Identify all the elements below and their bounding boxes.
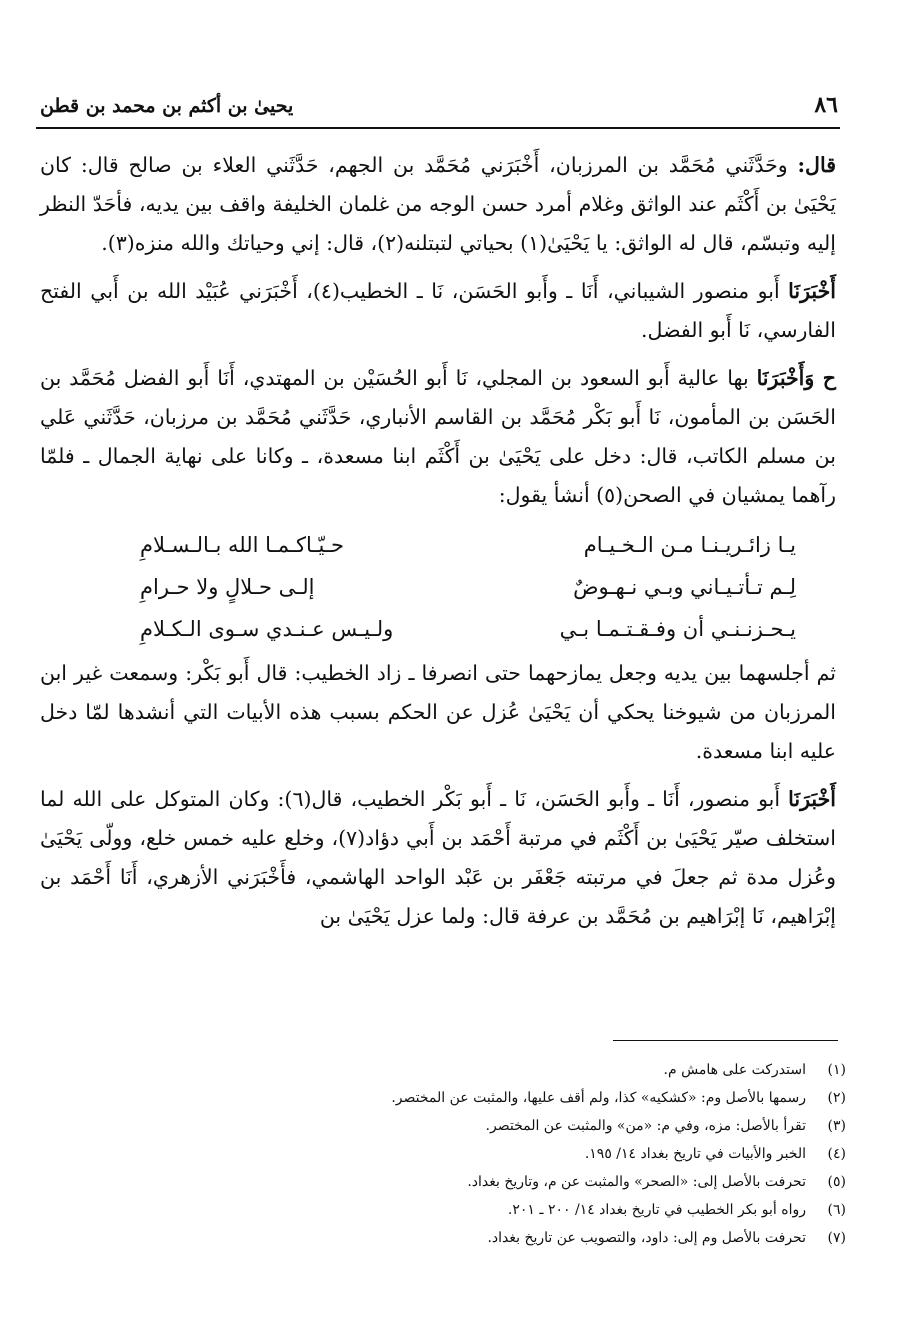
- footnote: [80, 1140, 846, 1168]
- paragraph-text: ثم أجلسهما بين يديه وجعل يمازحهما حتى انصرفا ـ زاد الخطيب: قال أَبو بَكْر: وسمعت غير ابن المرزبان من شيوخنا يحكي أن يَحْيَىٰ عُزل عن الحكم بسبب هذه الأبيات التي أنشدها لمّا دخل عليه ابنا مسعدة.: [40, 661, 836, 763]
- paragraph-lead: قال:: [797, 153, 836, 177]
- paragraph-lead: أَخْبَرَنَا: [788, 279, 836, 303]
- paragraph-text: بها عالية أَبو السعود بن المجلي، نَا أَبو الحُسَيْن بن المهتدي، أَنَا أَبو الفضل مُحَمَّد بن الحَسَن بن المأمون، نَا أَبو بَكْر مُحَمَّد بن القاسم الأنباري، حَدَّثَني مُحَمَّد بن مرزبان، حَدَّثَني عَلي بن مسلم الكاتب، قال: دخل على يَحْيَىٰ بن أَكْثَم ابنا مسعدة، ـ وكانا على نهاية الجمال ـ فلمّا رآهما يمشيان في الصحن(٥) أنشأ يقول:: [40, 366, 836, 507]
- paragraph-lead: ح وَأَخْبَرَنَا: [756, 366, 836, 390]
- footnote-text: الخبر والأبيات في تاريخ بغداد ١٤/ ١٩٥.: [584, 1146, 806, 1162]
- poem-second-hemistich: حـيّـاكـمـا الله بـالـسـلامِ: [140, 533, 345, 557]
- poem-first-hemistich: لِـم تـأتـيـاني وبـي نـهـوضٌ: [573, 575, 796, 599]
- footnote: [80, 1112, 846, 1140]
- footnotes: [80, 1056, 846, 1252]
- page-header: [40, 92, 838, 118]
- paragraph-text: وحَدَّثَني مُحَمَّد بن المرزبان، أَخْبَرَني مُحَمَّد بن الجهم، حَدَّثَني العلاء بن صالح قال: كان يَحْيَىٰ بن أَكْثَم عند الواثق وغلام أمرد حسن الوجه من غلمان الخليفة واقف بين يديه، فأحَدّ النظر إليه وتبسّم، قال له الواثق: يا يَحْيَىٰ(١) بحياتي لتبتلنه(٢)، قال: إني وحياتك والله منزه(٣).: [40, 153, 836, 255]
- page-number: ٨٦: [814, 92, 838, 118]
- footnote: [80, 1056, 846, 1084]
- footnote-number: (٧): [827, 1230, 846, 1246]
- footnote-text: تحرفت بالأصل وم إلى: داود، والتصويب عن تاريخ بغداد.: [487, 1230, 806, 1246]
- poem: [140, 524, 796, 650]
- paragraph: [40, 780, 836, 936]
- poem-line: [140, 566, 796, 608]
- footnote-text: رسمها بالأصل وم: «كشكيه» كذا، ولم أقف عليها، والمثبت عن المختصر.: [391, 1090, 806, 1106]
- paragraph: [40, 272, 836, 350]
- footnote-number: (٣): [827, 1118, 846, 1134]
- footnote-number: (٥): [827, 1174, 846, 1190]
- footnote: [80, 1196, 846, 1224]
- paragraph-text: أَبو منصور الشيباني، أَنَا ـ وأَبو الحَسَن، نَا ـ الخطيب(٤)، أَخْبَرَني عُبَيْد الله بن أَبي الفتح الفارسي، نَا أَبو الفضل.: [40, 279, 836, 342]
- footnote-number: (١): [827, 1062, 846, 1078]
- poem-second-hemistich: إلـى حـلالٍ ولا حـرامِ: [140, 575, 315, 599]
- footnote-number: (٦): [827, 1202, 846, 1218]
- footnote: [80, 1084, 846, 1112]
- footnote-text: استدركت على هامش م.: [663, 1062, 806, 1078]
- footnote-number: (٤): [827, 1146, 846, 1162]
- poem-first-hemistich: يـحـزنـنـي أن وفـقـتـمـا بـي: [559, 617, 796, 641]
- footnote-rule: [613, 1040, 838, 1041]
- paragraph-text: أَبو منصور، أَنَا ـ وأَبو الحَسَن، نَا ـ أَبو بَكْر الخطيب، قال(٦): وكان المتوكل على الله لما استخلف صيّر يَحْيَىٰ بن أَكْثَم في مرتبة أَحْمَد بن أَبي دؤاد(٧)، وخلع عليه خمس خلع، وولّى يَحْيَىٰ وعُزل مدة ثم جعلَ في مرتبته جَعْفَر بن عَبْد الواحد الهاشمي، فأَخْبَرَني الأزهري، أَنَا أَحْمَد بن إبْرَاهيم، نَا إبْرَاهيم بن مُحَمَّد بن عرفة قال: ولما عزل يَحْيَىٰ بن: [40, 787, 836, 928]
- footnote-text: رواه أبو بكر الخطيب في تاريخ بغداد ١٤/ ٢٠٠ ـ ٢٠١.: [507, 1202, 806, 1218]
- footnote: [80, 1168, 846, 1196]
- main-text: [40, 146, 836, 945]
- paragraph: [40, 146, 836, 263]
- poem-first-hemistich: يـا زائـريـنـا مـن الـخـيـام: [583, 533, 796, 557]
- header-rule: [36, 127, 840, 129]
- footnote-text: تحرفت بالأصل إلى: «الصحر» والمثبت عن م، وتاريخ بغداد.: [467, 1174, 806, 1190]
- paragraph-lead: أَخْبَرَنَا: [788, 787, 836, 811]
- poem-line: [140, 608, 796, 650]
- poem-second-hemistich: ولـيـس عـنـدي سـوى الـكـلامِ: [140, 617, 394, 641]
- poem-line: [140, 524, 796, 566]
- running-title: يحيىٰ بن أكثم بن محمد بن قطن: [40, 95, 294, 117]
- paragraph: [40, 654, 836, 771]
- footnote-number: (٢): [827, 1090, 846, 1106]
- footnote: [80, 1224, 846, 1252]
- footnote-text: تقرأ بالأصل: مزه، وفي م: «من» والمثبت عن المختصر.: [485, 1118, 806, 1134]
- paragraph: [40, 359, 836, 515]
